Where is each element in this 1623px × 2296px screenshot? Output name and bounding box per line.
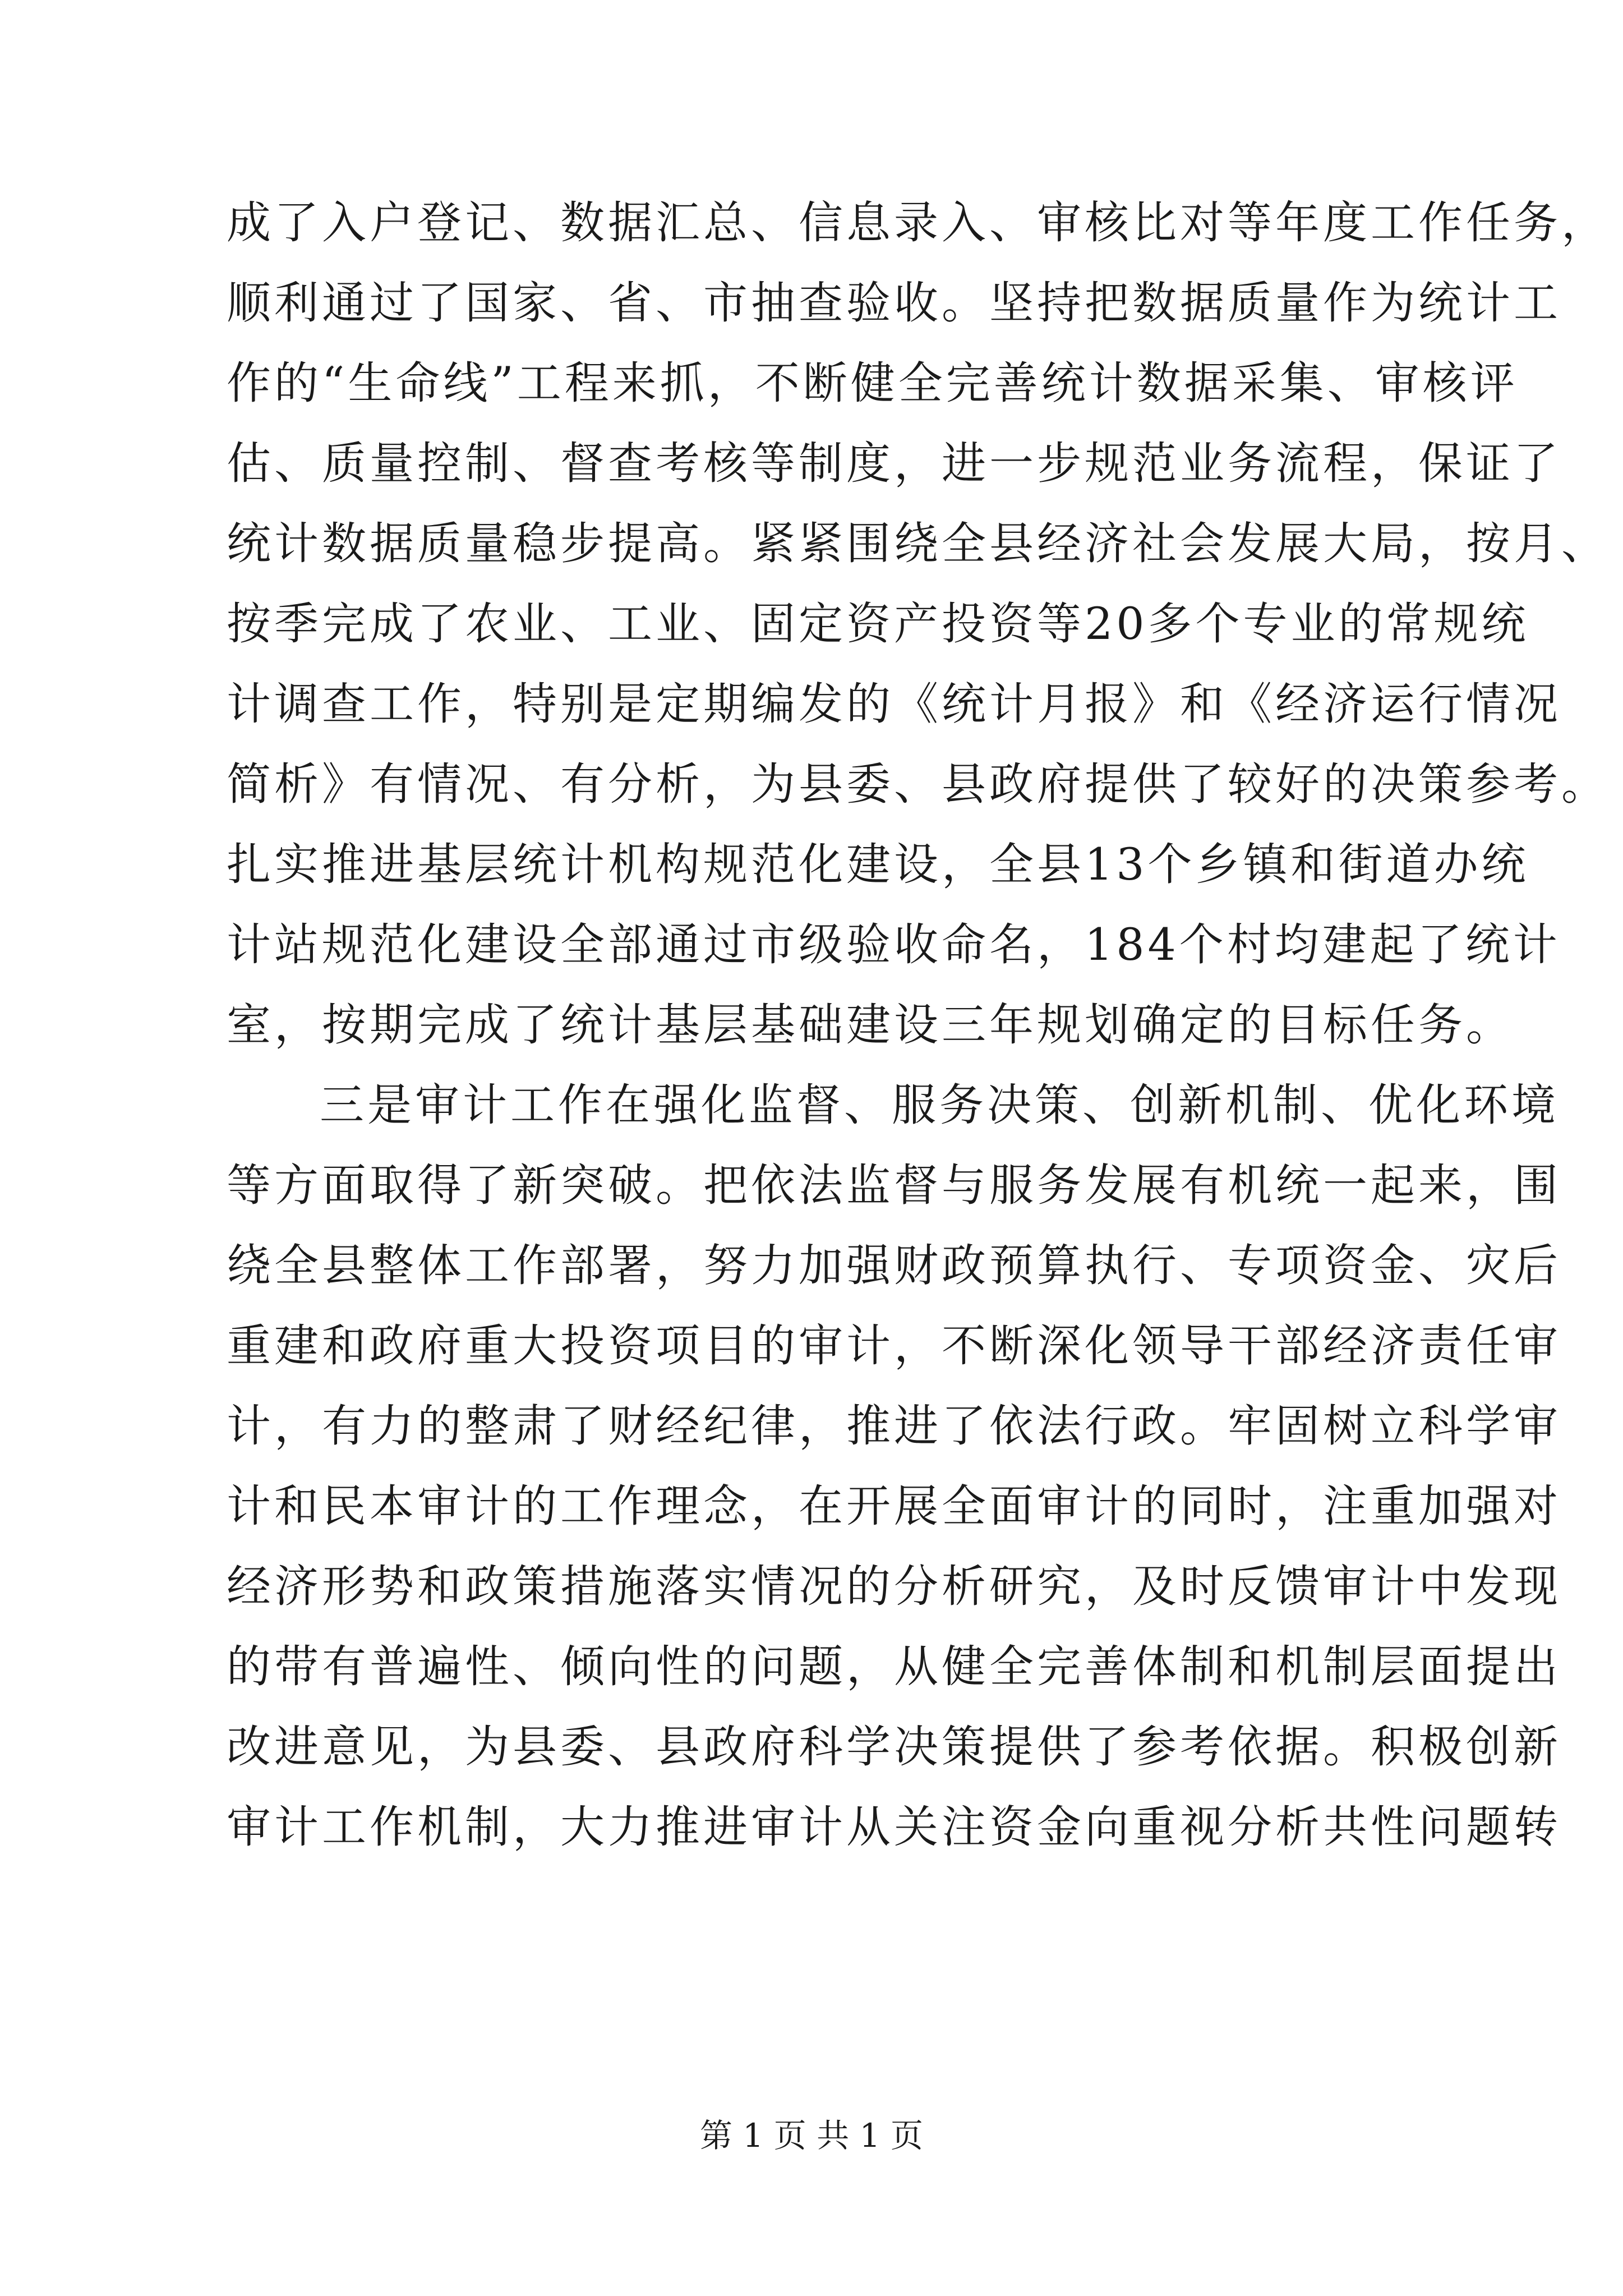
text-line: 按季完成了农业、工业、固定资产投资等20多个专业的常规统 — [227, 598, 1529, 650]
text-line: 经济形势和政策措施落实情况的分析研究，及时反馈审计中发现 — [227, 1561, 1561, 1612]
text-line: 重建和政府重大投资项目的审计，不断深化领导干部经济责任审 — [227, 1320, 1561, 1372]
text-line: 成了入户登记、数据汇总、信息录入、审核比对等年度工作任务， — [227, 197, 1609, 249]
text-line: 绕全县整体工作部署，努力加强财政预算执行、专项资金、灾后 — [227, 1240, 1561, 1291]
text-line: 计站规范化建设全部通过市级验收命名，184个村均建起了统计 — [227, 919, 1561, 970]
paragraph-statistics — [227, 196, 1609, 1052]
text-line: 室，按期完成了统计基层基础建设三年规划确定的目标任务。 — [227, 999, 1514, 1051]
text-line: 扎实推进基层统计机构规范化建设，全县13个乡镇和街道办统 — [227, 839, 1529, 890]
page-number-footer: 第 1 页 共 1 页 — [700, 2116, 923, 2155]
paragraph-audit — [227, 1079, 1561, 1854]
text-line: 作的“生命线”工程来抓，不断健全完善统计数据采集、审核评 — [227, 357, 1518, 409]
text-line: 统计数据质量稳步提高。紧紧围绕全县经济社会发展大局，按月、 — [227, 518, 1609, 569]
document-body — [227, 196, 1609, 1881]
text-line: 审计工作机制，大力推进审计从关注资金向重视分析共性问题转 — [227, 1801, 1561, 1853]
text-line: 改进意见，为县委、县政府科学决策提供了参考依据。积极创新 — [227, 1721, 1561, 1773]
text-line: 简析》有情况、有分析，为县委、县政府提供了较好的决策参考。 — [227, 758, 1609, 810]
text-line: 计和民本审计的工作理念，在开展全面审计的同时，注重加强对 — [227, 1480, 1561, 1532]
text-line: 三是审计工作在强化监督、服务决策、创新机制、优化环境 — [320, 1079, 1559, 1131]
text-line: 等方面取得了新突破。把依法监督与服务发展有机统一起来，围 — [227, 1159, 1561, 1211]
text-line: 计调查工作，特别是定期编发的《统计月报》和《经济运行情况 — [227, 678, 1561, 730]
text-line: 顺利通过了国家、省、市抽查验收。坚持把数据质量作为统计工 — [227, 277, 1561, 329]
text-line: 估、质量控制、督查考核等制度，进一步规范业务流程，保证了 — [227, 438, 1561, 489]
text-line: 计，有力的整肃了财经纪律，推进了依法行政。牢固树立科学审 — [227, 1400, 1561, 1452]
text-line: 的带有普遍性、倾向性的问题，从健全完善体制和机制层面提出 — [227, 1641, 1561, 1692]
